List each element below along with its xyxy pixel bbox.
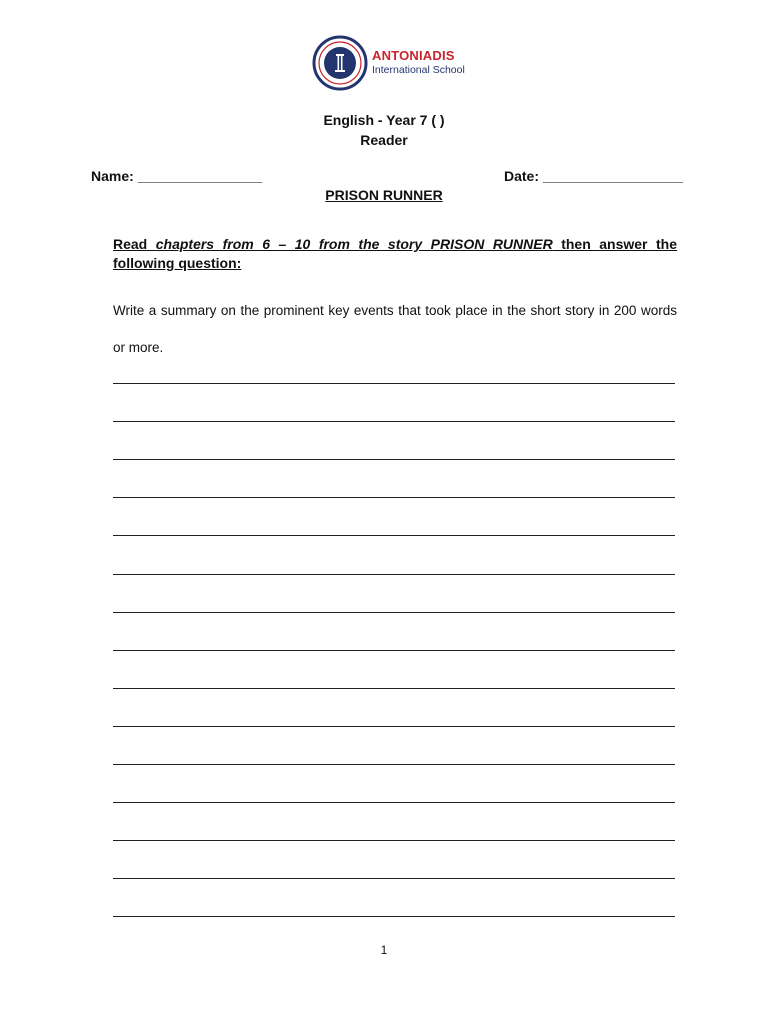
date-field: Date: __________________: [504, 168, 684, 184]
answer-line: [113, 916, 675, 917]
instruction-read: Read: [113, 236, 156, 252]
answer-line: [113, 878, 675, 879]
story-title: PRISON RUNNER: [325, 187, 443, 203]
reader-heading: Reader: [360, 132, 408, 148]
answer-line: [113, 840, 675, 841]
page-number: 1: [380, 943, 388, 957]
answer-lines: [113, 0, 678, 1024]
summary-prompt: Write a summary on the prominent key events that took place in the short story in 200 words or more.: [113, 303, 677, 355]
name-field: Name: ________________: [91, 168, 263, 184]
instruction-question: then answer the following question:: [113, 236, 678, 271]
answer-line: [113, 650, 675, 651]
answer-line: [113, 574, 675, 575]
answer-line: [113, 459, 675, 460]
answer-line: [113, 421, 675, 422]
answer-line: [113, 383, 675, 384]
instruction-chapters: chapters from 6 – 10 from the story PRISON RUNNER: [155, 236, 553, 252]
answer-line: [113, 612, 675, 613]
answer-line: [113, 764, 675, 765]
school-name: ANTONIADIS: [372, 48, 455, 64]
answer-line: [113, 535, 675, 536]
answer-line: [113, 726, 675, 727]
subject-heading: English - Year 7 ( ): [323, 112, 445, 128]
answer-line: [113, 688, 675, 689]
answer-line: [113, 497, 675, 498]
school-subtitle: International School: [372, 64, 465, 77]
answer-line: [113, 802, 675, 803]
